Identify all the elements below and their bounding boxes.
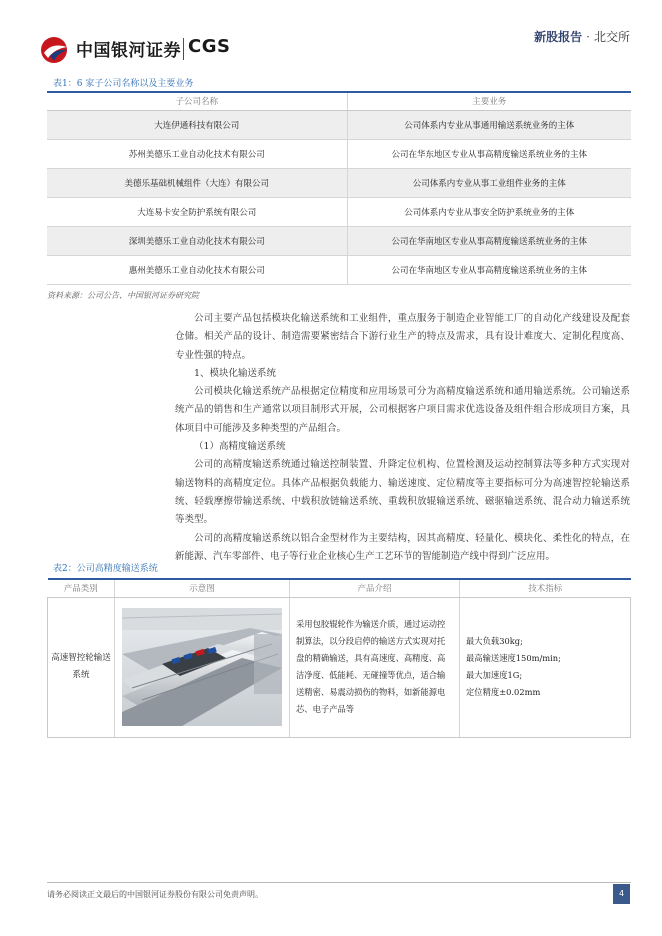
- subsidiary-name: 苏州美德乐工业自动化技术有限公司: [47, 139, 347, 168]
- conveyor-products-table: [47, 578, 631, 738]
- table-row: [47, 255, 631, 284]
- subsidiary-name: 大连易卡安全防护系统有限公司: [47, 197, 347, 226]
- spec-max-load: 最大负载30kg;: [466, 636, 523, 646]
- column-header: 产品介绍: [290, 579, 460, 597]
- table-row: [47, 110, 631, 139]
- table-row: [47, 168, 631, 197]
- logo-english-name: CGS: [188, 36, 231, 57]
- subsidiary-business: 公司在华东地区专业从事高精度输送系统业务的主体: [347, 139, 631, 168]
- table-row: [47, 139, 631, 168]
- subsidiary-business: 公司体系内专业从事安全防护系统业务的主体: [347, 197, 631, 226]
- table-header-row: [47, 92, 631, 110]
- product-diagram-cell: [115, 597, 290, 737]
- spec-max-acceleration: 最大加速度1G;: [466, 670, 523, 680]
- table-row: [47, 197, 631, 226]
- report-type-separator: ·: [586, 30, 590, 44]
- cgs-logo-icon: [40, 36, 70, 64]
- subsidiary-business: 公司在华南地区专业从事高精度输送系统业务的主体: [347, 255, 631, 284]
- subsidiary-name: 惠州美德乐工业自动化技术有限公司: [47, 255, 347, 284]
- subsidiary-name: 大连伊通科技有限公司: [47, 110, 347, 139]
- subsidiary-name: 美德乐基础机械组件（大连）有限公司: [47, 168, 347, 197]
- paragraph: 公司的高精度输送系统通过输送控制装置、升降定位机构、位置检测及运动控制算法等多种方式实现对输送物料的高精度定位。具体产品根据负载能力、输送速度、定位精度等主要指标可分为高速智控轮输送系统、轻载摩擦带输送系统、中载积放链输送系统、重载积放辊输送系统、磁驱输送系统、混合动力输送系统等类型。: [175, 459, 630, 526]
- report-type: [534, 28, 630, 45]
- spec-positioning-accuracy: 定位精度±0.02mm: [466, 687, 541, 697]
- product-description: 采用包胶辊轮作为输送介质，通过运动控制算法，以分段启停的输送方式实现对托盘的精确输送，具有高速度、高精度、高洁净度、低能耗、无碰撞等优点，适合输送精密、易震动损伤的物料，如新能源电芯、电子产品等: [290, 597, 460, 737]
- section-heading: 1、模块化输送系统: [194, 367, 277, 379]
- subsidiaries-table: [47, 91, 631, 285]
- subsidiary-business: 公司在华南地区专业从事高精度输送系统业务的主体: [347, 226, 631, 255]
- footer-disclaimer: 请务必阅读正文最后的中国银河证券股份有限公司免责声明。: [47, 890, 263, 899]
- table1-source: 资料来源：公司公告、中国银河证券研究院: [47, 291, 199, 300]
- spec-max-speed: 最高输送速度150m/min;: [466, 653, 561, 663]
- subsidiary-business: 公司体系内专业从事通用输送系统业务的主体: [347, 110, 631, 139]
- report-market: 北交所: [593, 30, 630, 44]
- logo-chinese-name: 中国银河证券: [76, 41, 181, 61]
- paragraph: 公司模块化输送系统产品根据定位精度和应用场景可分为高精度输送系统和通用输送系统。公司输送系统产品的销售和生产通常以项目制形式开展，公司根据客户项目需求优选设备及组件组合形成项目方案，具体项目中可能涉及多种类型的产品组合。: [175, 386, 630, 434]
- conveyor-photo: [122, 608, 282, 726]
- logo-divider: [183, 38, 184, 60]
- footer-divider: [47, 882, 631, 883]
- column-header: 主要业务: [347, 92, 631, 110]
- subsidiary-business: 公司体系内专业从事工业组件业务的主体: [347, 168, 631, 197]
- subsidiary-name: 深圳美德乐工业自动化技术有限公司: [47, 226, 347, 255]
- table-row: [47, 226, 631, 255]
- body-text: [175, 310, 630, 566]
- technical-specs: [460, 597, 631, 737]
- page-number: 4: [613, 884, 630, 904]
- column-header: 产品类别: [48, 579, 115, 597]
- subsection-heading: （1）高精度输送系统: [194, 441, 286, 453]
- report-type-label: 新股报告: [534, 30, 583, 44]
- table2-caption: 表2：公司高精度输送系统: [53, 564, 158, 574]
- table1-caption: 表1：6 家子公司名称以及主要业务: [53, 79, 194, 89]
- product-category: 高速智控轮输送系统: [48, 597, 115, 737]
- column-header: 示意图: [115, 579, 290, 597]
- column-header: 子公司名称: [47, 92, 347, 110]
- table-row: [48, 597, 631, 737]
- paragraph: 公司的高精度输送系统以铝合金型材作为主要结构，因其高精度、轻量化、模块化、柔性化的特点，在新能源、汽车零部件、电子等行业企业核心生产工艺环节的智能制造产线中得到广泛应用。: [175, 532, 630, 562]
- column-header: 技术指标: [460, 579, 631, 597]
- paragraph: 公司主要产品包括模块化输送系统和工业组件，重点服务于制造企业智能工厂的自动化产线建设及配套仓储。相关产品的设计、制造需要紧密结合下游行业生产的特点及需求，具有设计难度大、定制化程度高、专业性强的特点。: [175, 313, 630, 361]
- page-header: [0, 0, 662, 70]
- table-header-row: [48, 579, 631, 597]
